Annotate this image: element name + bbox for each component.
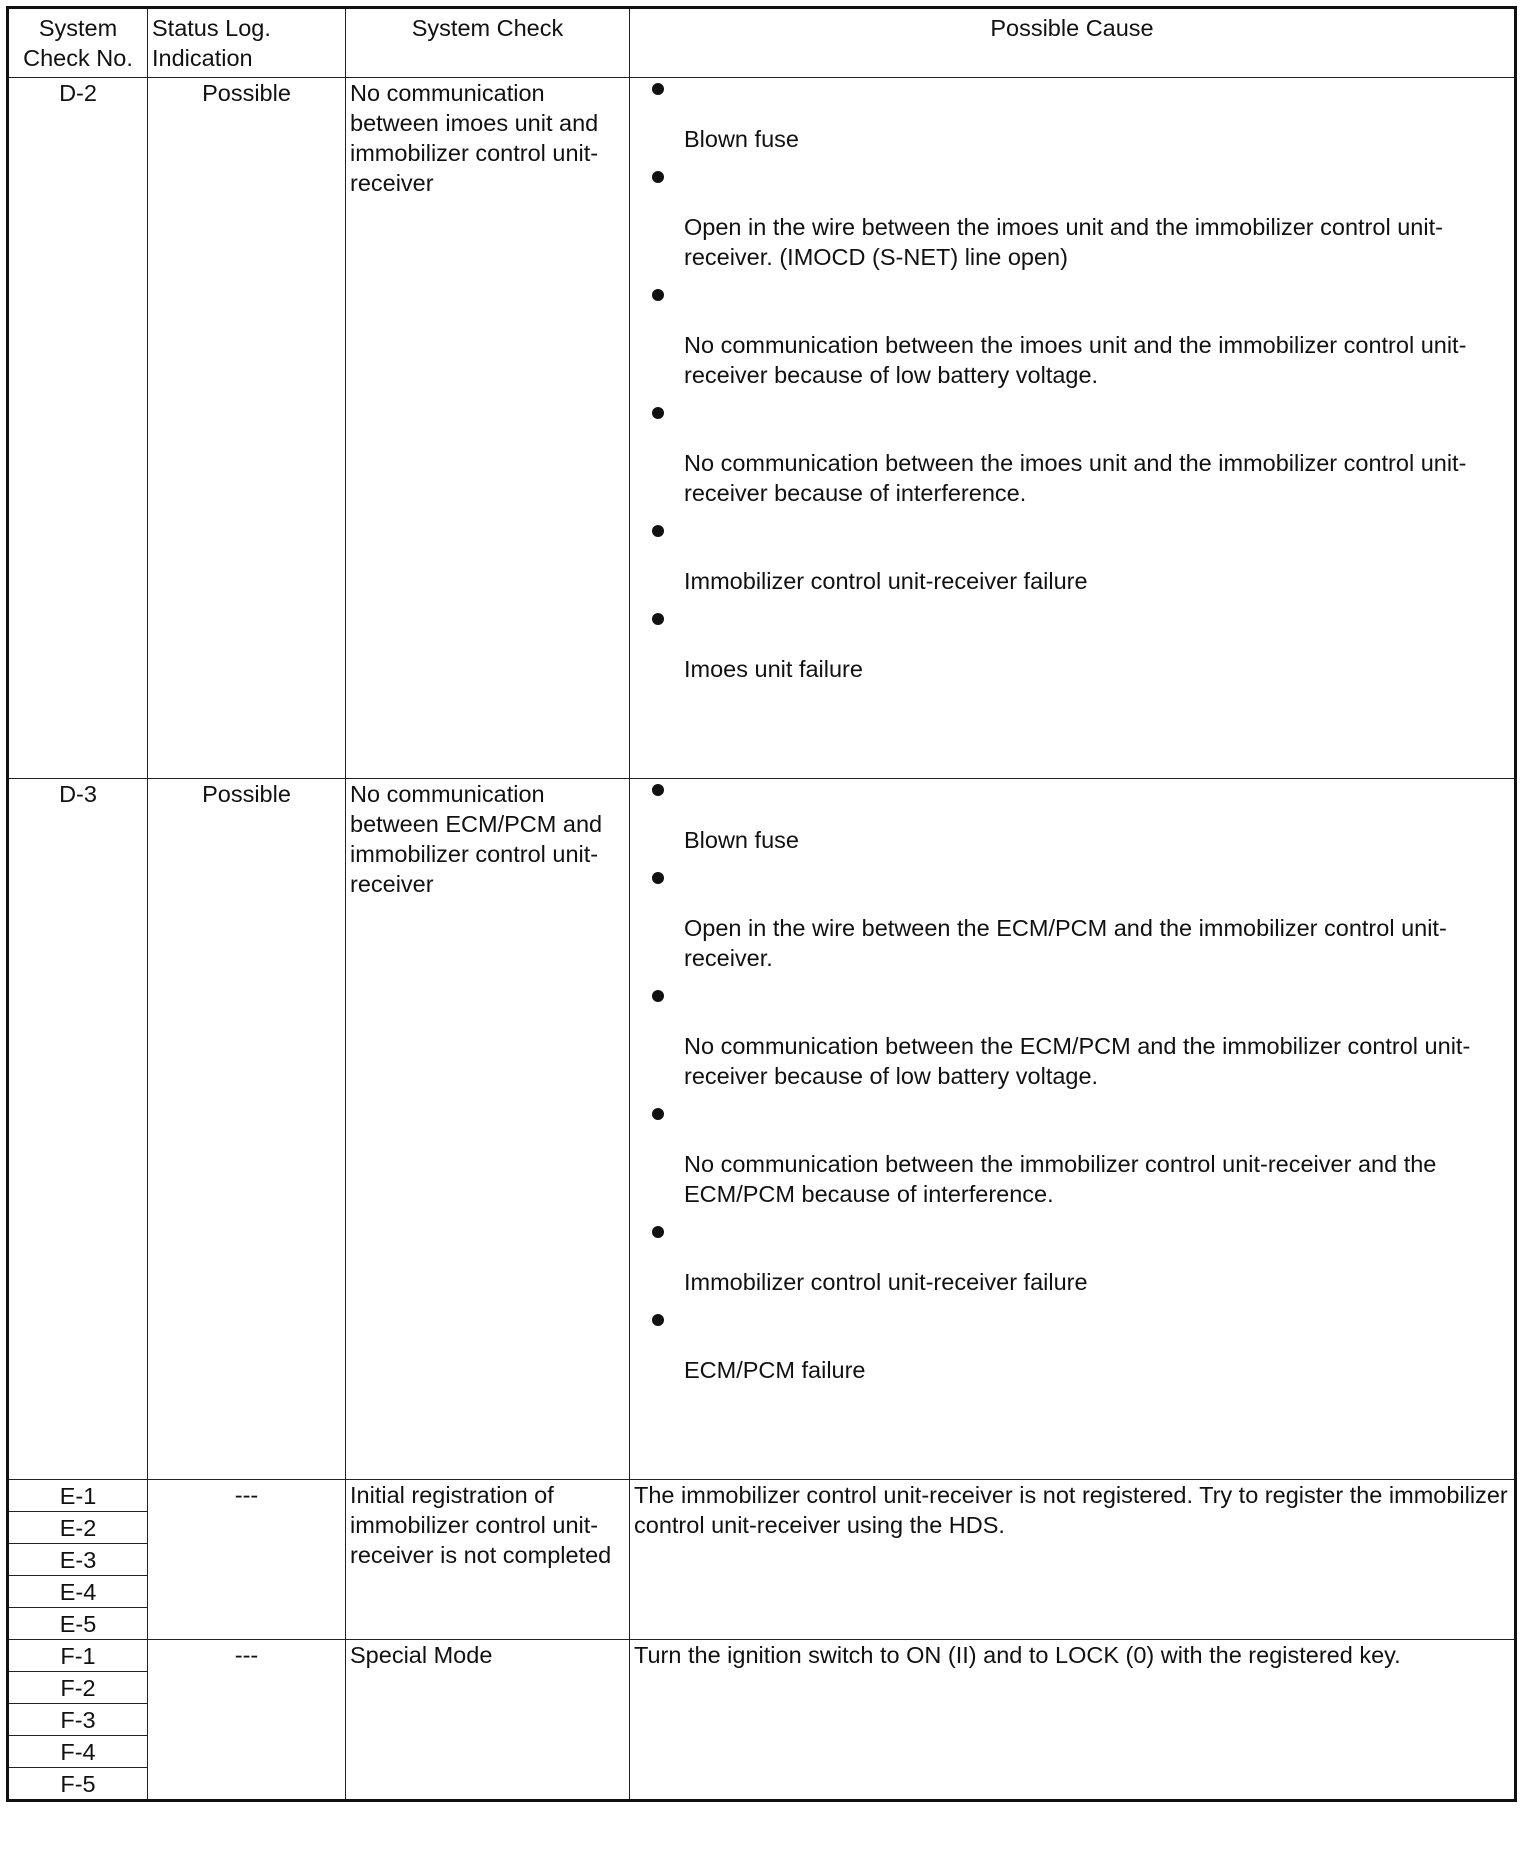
cause-item [634, 1309, 1510, 1385]
header-status-log: Status Log. Indication [148, 8, 346, 78]
bullet-icon [652, 1314, 664, 1326]
status-indication: --- [148, 1640, 346, 1801]
status-indication: --- [148, 1480, 346, 1640]
bullet-icon [652, 83, 664, 95]
bullet-icon [652, 1226, 664, 1238]
check-code: E-3 [8, 1544, 148, 1576]
check-code: F-1 [8, 1640, 148, 1672]
cause-text: Open in the wire between the ECM/PCM and the immobilizer control unit-receiver. [684, 915, 1447, 971]
cause-text: Blown fuse [684, 827, 799, 853]
system-check-text: No communication between ECM/PCM and immobilizer control unit-receiver [346, 779, 630, 1480]
bullet-icon [652, 407, 664, 419]
table-row-e1 [8, 1480, 1516, 1512]
bullet-icon [652, 289, 664, 301]
page-frame [6, 6, 1514, 1846]
header-row [8, 8, 1516, 78]
status-indication: Possible [148, 78, 346, 779]
possible-cause-list [630, 78, 1516, 779]
cause-item [634, 166, 1510, 272]
bullet-icon [652, 872, 664, 884]
cause-text: Blown fuse [684, 126, 799, 152]
diagnostic-table [6, 6, 1517, 1802]
cause-text: No communication between the ECM/PCM and the immobilizer control unit-receiver because of low battery voltage. [684, 1033, 1471, 1089]
cause-text: Open in the wire between the imoes unit and the immobilizer control unit-receiver. (IMOCD (S-NET) line open) [684, 214, 1443, 270]
bullet-icon [652, 613, 664, 625]
cause-text: Imoes unit failure [684, 656, 863, 682]
bullet-icon [652, 990, 664, 1002]
system-check-text: No communication between imoes unit and immobilizer control unit-receiver [346, 78, 630, 779]
check-code: E-5 [8, 1608, 148, 1640]
cause-text: ECM/PCM failure [684, 1357, 866, 1383]
check-code: F-4 [8, 1736, 148, 1768]
check-code: E-2 [8, 1512, 148, 1544]
cause-item [634, 985, 1510, 1091]
check-code: F-5 [8, 1768, 148, 1801]
table-row-d3 [8, 779, 1516, 1480]
cause-item [634, 1221, 1510, 1297]
possible-cause-text: Turn the ignition switch to ON (II) and to LOCK (0) with the registered key. [630, 1640, 1516, 1801]
cause-text: No communication between the imoes unit and the immobilizer control unit-receiver because of interference. [684, 450, 1467, 506]
system-check-text: Initial registration of immobilizer control unit-receiver is not completed [346, 1480, 630, 1640]
cause-item [634, 608, 1510, 684]
cause-item [634, 867, 1510, 973]
check-code: E-1 [8, 1480, 148, 1512]
cause-item [634, 520, 1510, 596]
check-code: F-3 [8, 1704, 148, 1736]
possible-cause-text: The immobilizer control unit-receiver is not registered. Try to register the immobilizer control unit-receiver using the HDS. [630, 1480, 1516, 1640]
check-code: E-4 [8, 1576, 148, 1608]
cause-text: No communication between the imoes unit and the immobilizer control unit-receiver because of low battery voltage. [684, 332, 1467, 388]
possible-cause-list [630, 779, 1516, 1480]
cause-item [634, 1103, 1510, 1209]
bullet-icon [652, 525, 664, 537]
check-code: D-3 [8, 779, 148, 1480]
bullet-icon [652, 1108, 664, 1120]
table-row-d2 [8, 78, 1516, 779]
bullet-icon [652, 171, 664, 183]
cause-item [634, 402, 1510, 508]
header-check-no: System Check No. [8, 8, 148, 78]
header-system-check: System Check [346, 8, 630, 78]
check-code: F-2 [8, 1672, 148, 1704]
check-code: D-2 [8, 78, 148, 779]
cause-text: Immobilizer control unit-receiver failure [684, 568, 1088, 594]
header-possible-cause: Possible Cause [630, 8, 1516, 78]
bullet-icon [652, 784, 664, 796]
cause-item [634, 779, 1510, 855]
system-check-text: Special Mode [346, 1640, 630, 1801]
cause-item [634, 284, 1510, 390]
cause-text: No communication between the immobilizer control unit-receiver and the ECM/PCM because of interference. [684, 1151, 1437, 1207]
cause-text: Immobilizer control unit-receiver failure [684, 1269, 1088, 1295]
table-row-f1 [8, 1640, 1516, 1672]
status-indication: Possible [148, 779, 346, 1480]
cause-item [634, 78, 1510, 154]
